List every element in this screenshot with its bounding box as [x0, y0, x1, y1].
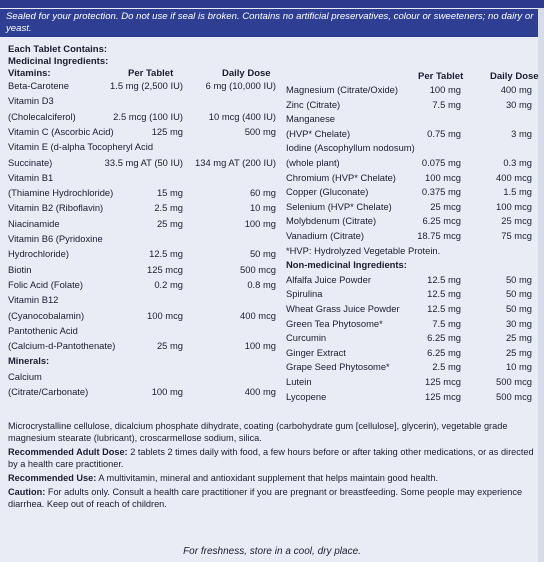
left-daily-dose-header: Daily Dose: [222, 68, 271, 79]
daily-dose-value: 400 mg: [500, 84, 532, 95]
per-tablet-value: 25 mg: [156, 340, 183, 352]
table-row: [286, 391, 532, 406]
table-row: [286, 245, 532, 260]
per-tablet-value: 7.5 mg: [432, 98, 461, 110]
daily-dose-value: 10 mg: [505, 361, 532, 373]
table-row: [8, 310, 276, 325]
right-daily-dose-header: Daily Dose: [490, 71, 539, 82]
caution-text: For adults only. Consult a health care practitioner if you are pregnant or breastfeeding. Some people may experience diarrhea. Keep out of reach of children.: [8, 487, 523, 509]
table-row: [286, 376, 532, 391]
ingredient-name: Succinate): [8, 156, 53, 168]
ingredient-name: (HVP* Chelate): [286, 127, 351, 139]
table-row: [286, 84, 532, 99]
ingredient-name: Folic Acid (Folate): [8, 278, 84, 290]
per-tablet-value: 18.75 mcg: [417, 230, 461, 241]
daily-dose-value: 10 mcg (400 IU): [208, 110, 276, 122]
ingredient-name: Niacinamide: [8, 217, 60, 229]
daily-dose-value: 60 mg: [249, 187, 276, 199]
table-row: [286, 288, 532, 303]
table-row: [286, 186, 532, 201]
use-text: A multivitamin, mineral and antioxidant supplement that helps maintain good health.: [98, 473, 439, 483]
daily-dose-value: 50 mg: [505, 288, 532, 300]
ingredient-name: (Cholecalciferol): [8, 110, 76, 122]
per-tablet-value: 0.75 mg: [427, 127, 461, 139]
ingredient-name: Vitamin B6 (Pyridoxine: [8, 233, 103, 244]
use-paragraph: [8, 472, 536, 484]
ingredient-name: Vitamin C (Ascorbic Acid): [8, 125, 114, 137]
per-tablet-value: 12.5 mg: [427, 288, 461, 300]
ingredient-name: Non-medicinal Ingredients:: [286, 259, 407, 271]
seal-notice: Sealed for your protection. Do not use if seal is broken. Contains no artificial preservatives, colour or sweeteners; no dairy or yeast.: [0, 9, 540, 37]
ingredient-name: Curcumin: [286, 332, 327, 344]
table-row: [8, 355, 276, 370]
table-row: [286, 259, 532, 274]
daily-dose-value: 30 mg: [505, 98, 532, 110]
table-row: [286, 157, 532, 172]
per-tablet-value: 2.5 mg: [432, 361, 461, 373]
daily-dose-value: 50 mg: [249, 248, 276, 260]
per-tablet-value: 0.375 mg: [421, 186, 461, 198]
ingredient-name: (Citrate/Carbonate): [8, 386, 89, 397]
daily-dose-value: 25 mg: [505, 346, 532, 358]
table-row: [286, 99, 532, 114]
table-row: [8, 111, 276, 126]
per-tablet-value: 6.25 mcg: [422, 215, 461, 227]
ingredient-name: Hydrochloride): [8, 248, 69, 260]
per-tablet-value: 12.5 mg: [427, 303, 461, 314]
ingredient-name: Lutein: [286, 376, 312, 387]
ingredient-name: Pantothenic Acid: [8, 324, 78, 336]
table-row: [8, 386, 276, 401]
per-tablet-value: 12.5 mg: [427, 273, 461, 285]
daily-dose-value: 100 mg: [244, 217, 276, 229]
daily-dose-value: 500 mg: [244, 125, 276, 137]
per-tablet-value: 0.075 mg: [421, 157, 461, 168]
daily-dose-value: 0.3 mg: [503, 157, 532, 168]
ingredient-name: Green Tea Phytosome*: [286, 317, 383, 329]
right-per-tablet-header: Per Tablet: [418, 71, 464, 82]
ingredient-name: *HVP: Hydrolyzed Vegetable Protein.: [286, 244, 441, 256]
dose-paragraph: [8, 446, 536, 470]
per-tablet-value: 100 mg: [151, 386, 183, 397]
ingredient-name: Vitamin E (d-alpha Tocopheryl Acid: [8, 141, 154, 153]
daily-dose-value: 100 mg: [244, 340, 276, 352]
table-row: [286, 201, 532, 216]
ingredient-name: Wheat Grass Juice Powder: [286, 303, 400, 314]
table-row: [286, 230, 532, 245]
daily-dose-value: 500 mcg: [240, 263, 276, 275]
per-tablet-value: 1.5 mg (2,500 IU): [110, 80, 183, 91]
daily-dose-value: 1.5 mg: [503, 186, 532, 198]
daily-dose-value: 500 mcg: [496, 390, 532, 402]
per-tablet-value: 15 mg: [156, 187, 183, 199]
table-row: [286, 172, 532, 187]
table-row: [8, 248, 276, 263]
table-row: [8, 80, 276, 95]
per-tablet-value: 100 mg: [429, 84, 461, 95]
ingredient-name: Vanadium (Citrate): [286, 230, 364, 241]
ingredient-name: Spirulina: [286, 288, 323, 300]
ingredient-name: Iodine (Ascophyllum nodosum): [286, 142, 415, 154]
daily-dose-value: 400 mg: [244, 386, 276, 397]
ingredient-name: (whole plant): [286, 157, 340, 168]
per-tablet-value: 12.5 mg: [149, 248, 183, 260]
table-row: [286, 128, 532, 143]
table-row: [8, 157, 276, 172]
per-tablet-value: 6.25 mg: [427, 346, 461, 358]
ingredient-name: Molybdenum (Citrate): [286, 215, 377, 227]
daily-dose-value: 25 mg: [505, 332, 532, 344]
ingredient-name: Ginger Extract: [286, 346, 346, 358]
table-row: [8, 218, 276, 233]
daily-dose-value: 100 mcg: [496, 200, 532, 212]
ingredient-name: (Thiamine Hydrochloride): [8, 187, 114, 199]
per-tablet-value: 7.5 mg: [432, 317, 461, 329]
per-tablet-value: 125 mcg: [425, 390, 461, 402]
vitamins-heading: Vitamins:: [8, 68, 51, 79]
ingredient-name: Zinc (Citrate): [286, 98, 341, 110]
per-tablet-value: 125 mg: [151, 125, 183, 137]
ingredient-name: Calcium: [8, 370, 42, 382]
table-row: [286, 215, 532, 230]
table-row: [8, 279, 276, 294]
table-row: [286, 318, 532, 333]
non-medicinal-text: Microcrystalline cellulose, dicalcium phosphate dihydrate, coating (carbohydrate gum [cellulose], glycerin), vegetable grade magnesium stearate (lubricant), croscarmellose sodium, silica.: [8, 421, 508, 443]
daily-dose-value: 400 mcg: [240, 309, 276, 321]
dose-label: Recommended Adult Dose:: [8, 447, 128, 457]
daily-dose-value: 25 mcg: [501, 215, 532, 227]
per-tablet-value: 6.25 mg: [427, 332, 461, 344]
table-row: [286, 274, 532, 289]
table-row: [8, 264, 276, 279]
caution-label: Caution:: [8, 487, 46, 497]
use-label: Recommended Use:: [8, 473, 97, 483]
table-row: [8, 126, 276, 141]
ingredient-name: Vitamin D3: [8, 95, 54, 107]
table-row: [8, 202, 276, 217]
daily-dose-value: 400 mcg: [496, 171, 532, 183]
left-per-tablet-header: Per Tablet: [128, 68, 174, 79]
per-tablet-value: 100 mcg: [425, 171, 461, 183]
ingredient-name: Beta-Carotene: [8, 80, 69, 91]
ingredient-name: Selenium (HVP* Chelate): [286, 200, 392, 212]
per-tablet-value: 125 mcg: [147, 263, 183, 275]
table-row: [286, 142, 532, 157]
ingredient-name: Manganese: [286, 113, 335, 125]
table-row: [286, 113, 532, 128]
daily-dose-value: 50 mg: [505, 273, 532, 285]
table-row: [8, 340, 276, 355]
per-tablet-value: 0.2 mg: [154, 278, 183, 290]
per-tablet-value: 100 mcg: [147, 309, 183, 321]
ingredient-name: Vitamin B1: [8, 171, 54, 183]
table-row: [8, 294, 276, 309]
ingredient-name: (Calcium-d-Pantothenate): [8, 340, 116, 352]
daily-dose-value: 30 mg: [505, 317, 532, 329]
per-tablet-value: 25 mg: [156, 217, 183, 229]
per-tablet-value: 2.5 mcg (100 IU): [113, 110, 183, 122]
ingredient-name: Grape Seed Phytosome*: [286, 361, 390, 373]
ingredient-name: Copper (Gluconate): [286, 186, 369, 198]
table-row: [286, 347, 532, 362]
daily-dose-value: 500 mcg: [496, 376, 532, 387]
table-row: [8, 233, 276, 248]
table-row: [8, 172, 276, 187]
ingredient-name: Magnesium (Citrate/Oxide): [286, 84, 399, 95]
table-row: [8, 371, 276, 386]
table-row: [286, 303, 532, 318]
daily-dose-value: 75 mcg: [501, 230, 532, 241]
table-row: [286, 332, 532, 347]
table-row: [8, 95, 276, 110]
top-band: [0, 0, 544, 8]
table-row: [8, 141, 276, 156]
daily-dose-value: 10 mg: [249, 202, 276, 214]
daily-dose-value: 3 mg: [511, 127, 532, 139]
daily-dose-value: 134 mg AT (200 IU): [195, 156, 276, 168]
ingredient-name: Chromium (HVP* Chelate): [286, 171, 396, 183]
edge-accent: [538, 8, 544, 562]
ingredient-name: Minerals:: [8, 355, 50, 367]
per-tablet-value: 2.5 mg: [154, 202, 183, 214]
table-row: [8, 187, 276, 202]
table-row: [8, 325, 276, 340]
daily-dose-value: 50 mg: [505, 303, 532, 314]
medicinal-heading: Medicinal Ingredients:: [8, 56, 109, 67]
daily-dose-value: 0.8 mg: [247, 278, 276, 290]
ingredient-name: Vitamin B12: [8, 294, 59, 306]
ingredient-name: Biotin: [8, 263, 32, 275]
storage-note: For freshness, store in a cool, dry place.: [183, 546, 361, 557]
dose-text: 2 tablets 2 times daily with food, a few hours before or after taking other medications, or as directed by a health care practitioner.: [8, 447, 534, 469]
ingredient-name: Alfalfa Juice Powder: [286, 273, 371, 285]
caution-paragraph: [8, 486, 536, 510]
per-tablet-value: 125 mcg: [425, 376, 461, 387]
table-row: [286, 361, 532, 376]
each-tablet-heading: Each Tablet Contains:: [8, 44, 108, 55]
per-tablet-value: 33.5 mg AT (50 IU): [104, 156, 183, 168]
ingredient-name: Vitamin B2 (Riboflavin): [8, 202, 104, 214]
daily-dose-value: 6 mg (10,000 IU): [205, 80, 276, 91]
ingredient-name: Lycopene: [286, 390, 327, 402]
per-tablet-value: 25 mcg: [430, 200, 461, 212]
ingredient-name: (Cyanocobalamin): [8, 309, 85, 321]
